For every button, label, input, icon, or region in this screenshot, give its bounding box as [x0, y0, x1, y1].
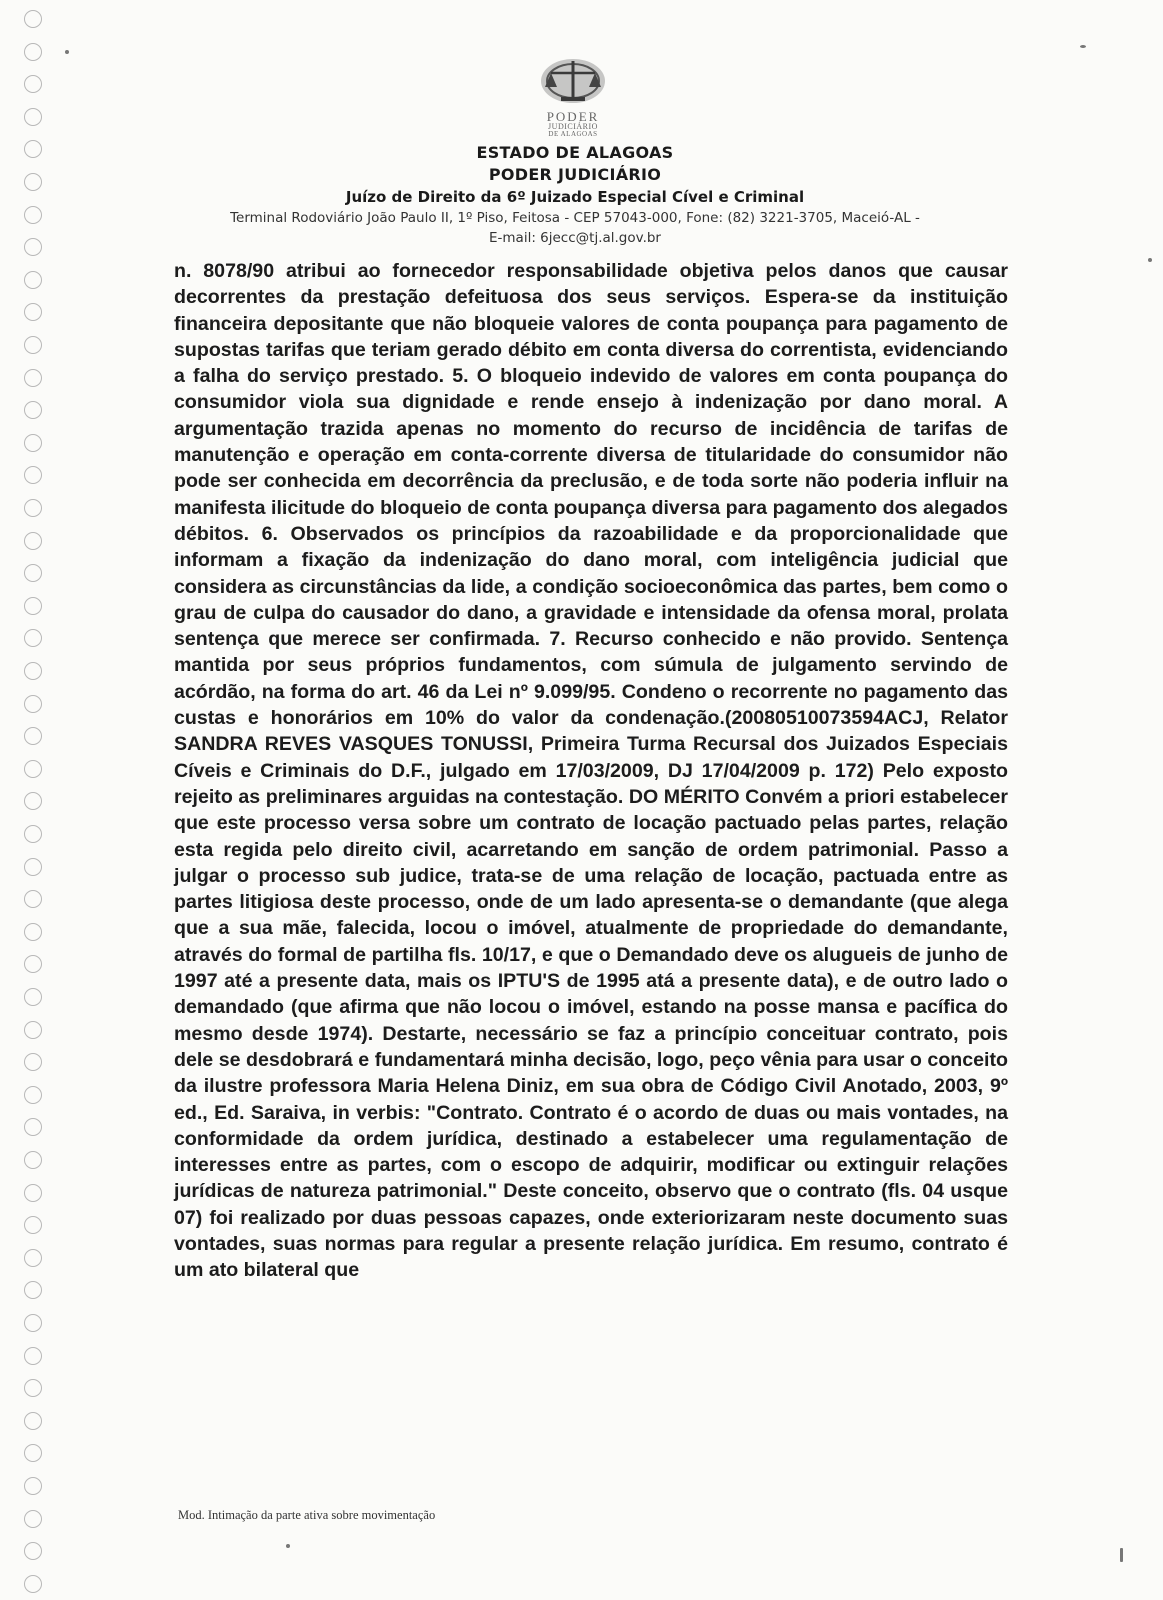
binder-hole — [24, 238, 42, 256]
binder-hole — [24, 140, 42, 158]
binder-hole — [24, 1151, 42, 1169]
binder-hole — [24, 466, 42, 484]
seal-line-2: JUDICIÁRIO — [548, 122, 598, 131]
binder-hole — [24, 1542, 42, 1560]
binder-hole — [24, 662, 42, 680]
binder-hole — [24, 890, 42, 908]
binder-hole — [24, 858, 42, 876]
scan-speck — [65, 50, 69, 54]
binder-hole — [24, 43, 42, 61]
binder-hole — [24, 303, 42, 321]
scan-speck — [1080, 45, 1086, 48]
binder-hole — [24, 988, 42, 1006]
binder-hole — [24, 1575, 42, 1593]
binder-hole — [24, 1444, 42, 1462]
binder-hole — [24, 1477, 42, 1495]
binder-hole — [24, 10, 42, 28]
scan-speck — [286, 1544, 290, 1548]
seal-caption — [520, 110, 626, 138]
binder-hole — [24, 108, 42, 126]
binder-hole — [24, 825, 42, 843]
state-title: ESTADO DE ALAGOAS — [476, 143, 674, 162]
court-title: Juízo de Direito da 6º Juizado Especial Cível e Criminal — [345, 188, 805, 206]
binder-hole — [24, 792, 42, 810]
binder-hole — [24, 1118, 42, 1136]
binder-hole — [24, 499, 42, 517]
binder-hole — [24, 1249, 42, 1267]
scan-speck — [1148, 258, 1152, 262]
binder-hole — [24, 955, 42, 973]
binder-hole — [24, 727, 42, 745]
binder-hole — [24, 564, 42, 582]
binder-hole — [24, 1510, 42, 1528]
branch-title: PODER JUDICIÁRIO — [488, 165, 662, 184]
binder-hole — [24, 923, 42, 941]
binder-hole — [24, 401, 42, 419]
seal-line-1: PODER — [546, 109, 600, 124]
binder-hole — [24, 369, 42, 387]
binder-hole — [24, 434, 42, 452]
court-email: E-mail: 6jecc@tj.al.gov.br — [489, 230, 661, 246]
letterhead — [100, 142, 1050, 248]
binder-hole — [24, 629, 42, 647]
binder-hole — [24, 271, 42, 289]
binder-hole — [24, 1086, 42, 1104]
binder-hole — [24, 760, 42, 778]
court-address: Terminal Rodoviário João Paulo II, 1º Piso, Feitosa - CEP 57043-000, Fone: (82) 3221-3705, Maceió-AL - — [230, 210, 920, 226]
binder-hole — [24, 1184, 42, 1202]
binder-hole — [24, 1216, 42, 1234]
binder-hole — [24, 597, 42, 615]
binder-hole — [24, 1053, 42, 1071]
binder-hole — [24, 1379, 42, 1397]
footer-note: Mod. Intimação da parte ativa sobre movimentação — [178, 1508, 436, 1522]
binder-hole — [24, 532, 42, 550]
court-seal-icon — [537, 55, 609, 107]
binder-hole — [24, 173, 42, 191]
binder-hole — [24, 695, 42, 713]
binder-holes — [14, 4, 54, 1600]
binder-hole — [24, 1412, 42, 1430]
decision-body: n. 8078/90 atribui ao fornecedor responsabilidade objetiva pelos danos que causar decorrentes da prestação defeituosa dos seus serviços. Espera-se da instituição financeira depositante que não bloqueie valores de conta poupança para pagamento de supostas tarifas que teriam gerado débito em conta diversa do correntista, evidenciando a falha do serviço prestado. 5. O bloqueio indevido de valores em conta poupança do consumidor viola sua dignidade e rende ensejo à indenização por dano moral. A argumentação trazida apenas no momento do recurso de incidência de tarifas de manutenção e operação em conta-corrente diversa de titularidade do consumidor não pode ser conhecida em decorrência da preclusão, e de toda sorte não poderia influir na manifesta ilicitude do bloqueio de conta poupança diversa para pagamento dos alegados débitos. 6. Observados os princípios da razoabilidade e da proporcionalidade que informam a fixação da indenização do dano moral, com inteligência judicial que considera as circunstâncias da lide, a condição socioeconômica das partes, bem como o grau de culpa do causador do dano, a gravidade e intensidade da ofensa moral, prolata sentença que merece ser confirmada. 7. Recurso conhecido e não provido. Sentença mantida por seus próprios fundamentos, com súmula de julgamento servindo de acórdão, na forma do art. 46 da Lei nº 9.099/95. Condeno o recorrente no pagamento das custas e honorários em 10% do valor da condenação.(20080510073594ACJ, Relator SANDRA REVES VASQUES TONUSSI, Primeira Turma Recursal dos Juizados Especiais Cíveis e Criminais do D.F., julgado em 17/03/2009, DJ 17/04/2009 p. 172) Pelo exposto rejeito as preliminares arguidas na contestação. DO MÉRITO Convém a priori estabelecer que este processo versa sobre um contrato de locação pactuado pelas partes, relação esta regida pelo direito civil, acarretando em sanção de ordem patrimonial. Passo a julgar o processo sub judice, trata-se de uma relação de locação, pactuada entre as partes litigiosa deste processo, onde de um lado apresenta-se o demandante (que alega que a sua mãe, falecida, locou o imóvel, atualmente de propriedade do demandante, através do formal de partilha fls. 10/17, e que o Demandado deve os alugueis de junho de 1997 até a presente data, mais os IPTU'S de 1995 atá a presente data), e de outro lado o demandado (que afirma que não locou o imóvel, estando na posse mansa e pacífica do mesmo desde 1974). Destarte, necessário se faz a princípio conceituar contrato, pois dele se desdobrará e fundamentará minha decisão, logo, peço vênia para usar o conceito da ilustre professora Maria Helena Diniz, em sua obra de Código Civil Anotado, 2003, 9º ed., Ed. Saraiva, in verbis: "Contrato. Contrato é o acordo de duas ou mais vontades, na conformidade da ordem jurídica, destinado a estabelecer uma regulamentação de interesses entre as partes, com o escopo de adquirir, modificar ou extinguir relações jurídicas de natureza patrimonial." Deste conceito, observo que o contrato (fls. 04 usque 07) foi realizado por duas pessoas capazes, onde exteriorizaram neste documento suas vontades, suas normas para regular a presente relação jurídica. Em resumo, contrato é um ato bilateral que — [174, 260, 1008, 1282]
binder-hole — [24, 1281, 42, 1299]
binder-hole — [24, 336, 42, 354]
binder-hole — [24, 75, 42, 93]
seal-line-3: DE ALAGOAS — [548, 130, 598, 138]
binder-hole — [24, 1314, 42, 1332]
binder-hole — [24, 1347, 42, 1365]
binder-hole — [24, 1021, 42, 1039]
binder-hole — [24, 206, 42, 224]
scan-speck — [1120, 1548, 1123, 1562]
